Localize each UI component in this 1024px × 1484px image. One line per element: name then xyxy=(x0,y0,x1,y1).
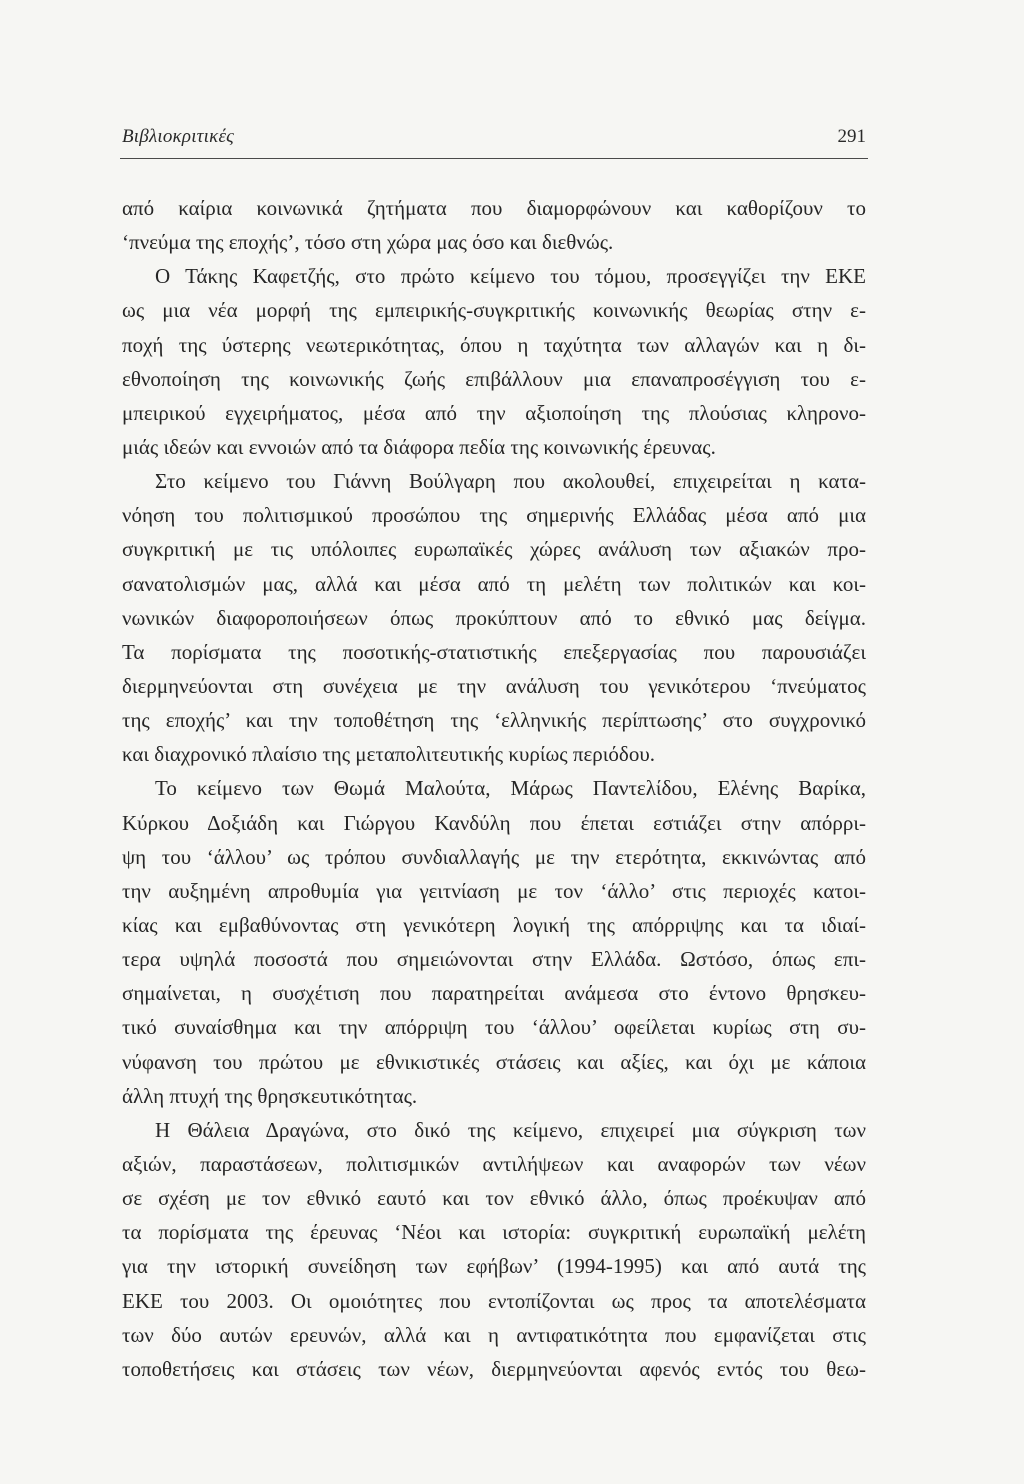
paragraph xyxy=(122,191,866,259)
text-line: για την ιστορική συνείδηση των εφήβων’ (1994-1995) και από αυτά της xyxy=(122,1254,866,1279)
text-line: των δύο αυτών ερευνών, αλλά και η αντιφατικότητα που εμφανίζεται στις xyxy=(122,1322,866,1347)
text-line: της εποχής’ και την τοποθέτηση της ‘ελληνικής περίπτωσης’ στο συγχρονικό xyxy=(122,708,866,733)
text-line: από καίρια κοινωνικά ζητήματα που διαμορφώνουν και καθορίζουν το xyxy=(122,196,866,220)
text-line: κίας και εμβαθύνοντας στη γενικότερη λογική της απόρριψης και τα ιδιαί- xyxy=(122,912,866,937)
paragraph xyxy=(122,1113,866,1386)
text-line: νωνικών διαφοροποιήσεων όπως προκύπτουν από το εθνικό μας δείγμα. xyxy=(122,605,866,630)
text-line: εθνοποίηση της κοινωνικής ζωής επιβάλλουν μια επαναπροσέγγιση του ε- xyxy=(122,366,866,391)
text-line: σημαίνεται, η συσχέτιση που παρατηρείται ανάμεσα στο έντονο θρησκευ- xyxy=(122,981,866,1006)
text-line: Τα πορίσματα της ποσοτικής-στατιστικής επεξεργασίας που παρουσιάζει xyxy=(122,639,866,664)
body-text xyxy=(122,191,866,1386)
text-line: διερμηνεύονται στη συνέχεια με την ανάλυση του γενικότερου ‘πνεύματος xyxy=(122,673,866,698)
text-line: Κύρκου Δοξιάδη και Γιώργου Κανδύλη που έπεται εστιάζει στην απόρρι- xyxy=(122,810,866,835)
text-line: ψη του ‘άλλου’ ως τρόπου συνδιαλλαγής με την ετερότητα, εκκινώντας από xyxy=(122,844,866,869)
text-line: ΕΚΕ του 2003. Οι ομοιότητες που εντοπίζονται ως προς τα αποτελέσματα xyxy=(122,1288,866,1313)
text-line: νόηση του πολιτισμικού προσώπου της σημερινής Ελλάδας μέσα από μια xyxy=(122,503,866,528)
text-line: Το κείμενο των Θωμά Μαλούτα, Μάρως Παντελίδου, Ελένης Βαρίκα, xyxy=(155,776,866,801)
text-line: Στο κείμενο του Γιάννη Βούλγαρη που ακολουθεί, επιχειρείται η κατα- xyxy=(155,469,866,494)
text-line: τερα υψηλά ποσοστά που σημειώνονται στην Ελλάδα. Ωστόσο, όπως επι- xyxy=(122,947,866,972)
text-line: και διαχρονικό πλαίσιο της μεταπολιτευτικής κυρίως περιόδου. xyxy=(122,742,655,767)
text-line: άλλη πτυχή της θρησκευτικότητας. xyxy=(122,1083,418,1108)
text-line: ως μια νέα μορφή της εμπειρικής-συγκριτικής κοινωνικής θεωρίας στην ε- xyxy=(122,298,866,323)
text-line: τοποθετήσεις και στάσεις των νέων, διερμηνεύονται αφενός εντός του θεω- xyxy=(122,1356,866,1381)
text-line: Ο Τάκης Καφετζής, στο πρώτο κείμενο του τόμου, προσεγγίζει την ΕΚΕ xyxy=(155,264,866,289)
text-line: αξιών, παραστάσεων, πολιτισμικών αντιλήψεων και αναφορών των νέων xyxy=(122,1151,866,1176)
text-line: την αυξημένη απροθυμία για γειτνίαση με τον ‘άλλο’ στις περιοχές κατοι- xyxy=(122,878,866,903)
running-title: Βιβλιοκριτικές xyxy=(122,126,235,147)
text-line: σε σχέση με τον εθνικό εαυτό και τον εθνικό άλλο, όπως προέκυψαν από xyxy=(122,1186,866,1211)
text-line: σανατολισμών μας, αλλά και μέσα από τη μελέτη των πολιτικών και κοι- xyxy=(122,571,866,596)
paragraph xyxy=(122,259,866,464)
paragraph xyxy=(122,464,866,771)
text-line: ‘πνεύμα της εποχής’, τόσο στη χώρα μας όσο και διεθνώς. xyxy=(122,230,614,255)
paragraph xyxy=(122,771,866,1112)
page-number: 291 xyxy=(837,126,866,147)
text-line: συγκριτική με τις υπόλοιπες ευρωπαϊκές χώρες ανάλυση των αξιακών προ- xyxy=(122,537,866,562)
text-line: νύφανση του πρώτου με εθνικιστικές στάσεις και αξίες, και όχι με κάποια xyxy=(122,1049,866,1074)
text-line: τα πορίσματα της έρευνας ‘Νέοι και ιστορία: συγκριτική ευρωπαϊκή μελέτη xyxy=(122,1220,866,1245)
text-line: μπειρικού εγχειρήματος, μέσα από την αξιοποίηση της πλούσιας κληρονο- xyxy=(122,400,866,425)
text-line: μιάς ιδεών και εννοιών από τα διάφορα πεδία της κοινωνικής έρευνας. xyxy=(122,434,716,459)
text-line: ποχή της ύστερης νεωτερικότητας, όπου η ταχύτητα των αλλαγών και η δι- xyxy=(122,332,866,357)
text-line: τικό συναίσθημα και την απόρριψη του ‘άλλου’ οφείλεται κυρίως στη συ- xyxy=(122,1015,866,1040)
header-rule xyxy=(120,158,868,159)
running-head xyxy=(122,126,866,156)
text-line: Η Θάλεια Δραγώνα, στο δικό της κείμενο, επιχειρεί μια σύγκριση των xyxy=(155,1117,866,1142)
